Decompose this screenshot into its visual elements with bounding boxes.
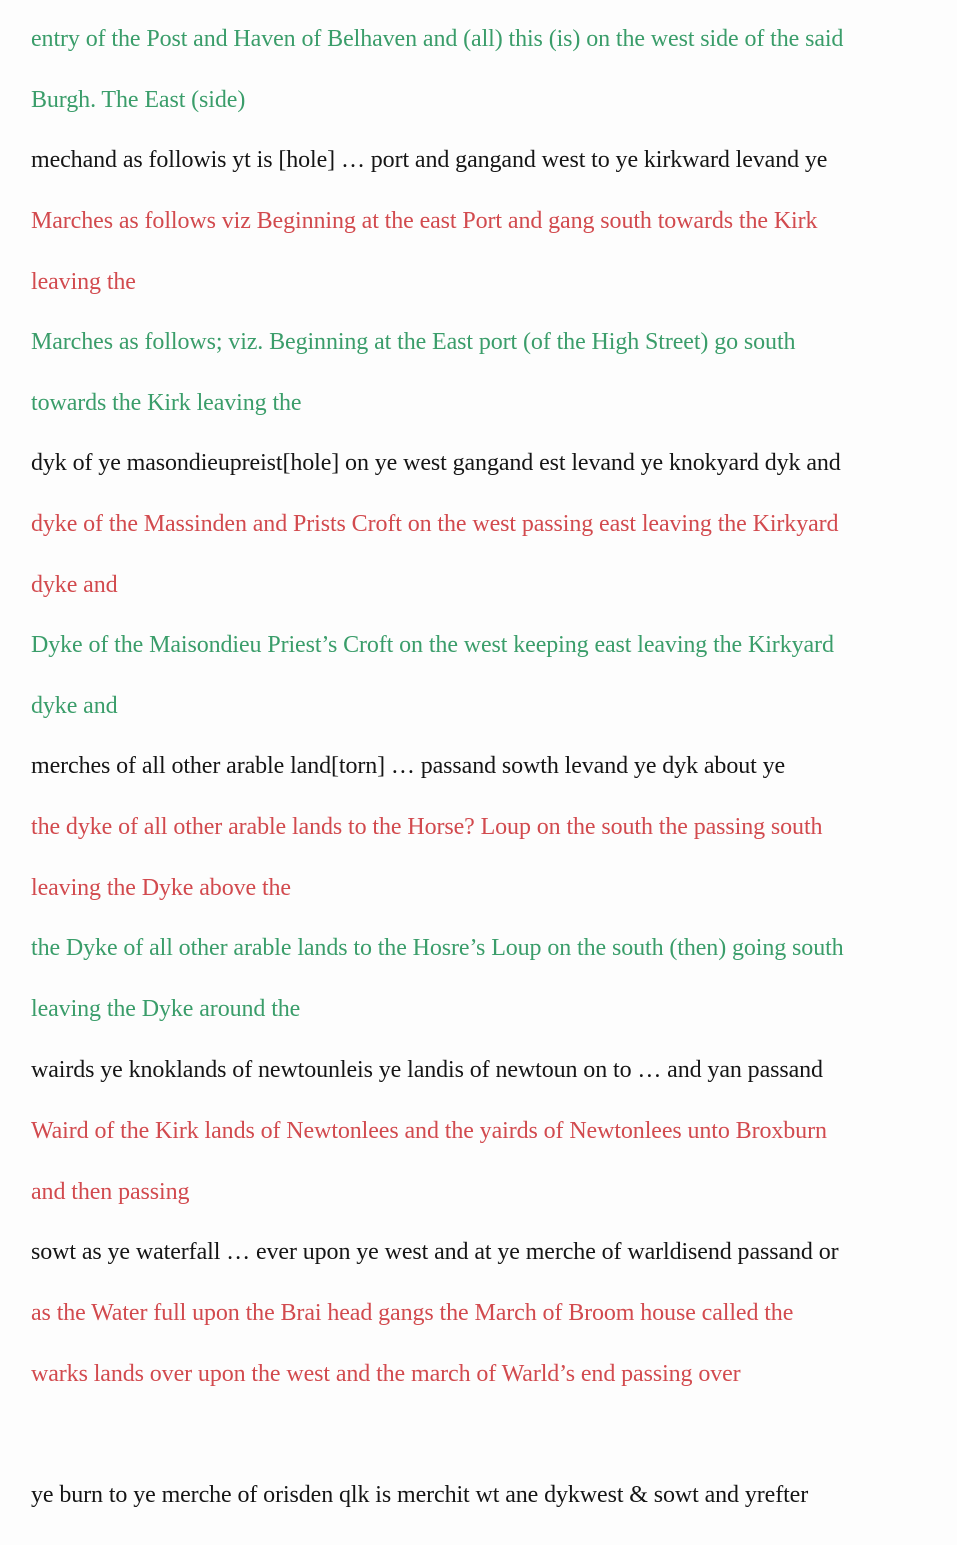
text-line: the dyke of all other arable lands to the Horse? Loup on the south the passing south — [31, 814, 823, 840]
text-line: Dyke of the Maisondieu Priest’s Croft on the west keeping east leaving the Kirkyard — [31, 632, 834, 658]
text-line: mechand as followis yt is [hole] … port and gangand west to ye kirkward levand ye — [31, 147, 828, 173]
text-line: as the Water full upon the Brai head gangs the March of Broom house called the — [31, 1300, 794, 1326]
text-line: entry of the Post and Haven of Belhaven and (all) this (is) on the west side of the said — [31, 26, 844, 52]
text-line: Burgh. The East (side) — [31, 87, 246, 113]
text-line: the Dyke of all other arable lands to the Hosre’s Loup on the south (then) going south — [31, 935, 844, 961]
text-line: Waird of the Kirk lands of Newtonlees and the yairds of Newtonlees unto Broxburn — [31, 1118, 827, 1144]
text-line: ye burn to ye merche of orisden qlk is merchit wt ane dykwest & sowt and yrefter — [31, 1482, 809, 1508]
text-line: leaving the — [31, 269, 136, 295]
text-line: merches of all other arable land[torn] … passand sowth levand ye dyk about ye — [31, 753, 786, 779]
text-line: warks lands over upon the west and the march of Warld’s end passing over — [31, 1361, 741, 1387]
text-line: leaving the Dyke around the — [31, 996, 301, 1022]
text-line: Marches as follows viz Beginning at the east Port and gang south towards the Kirk — [31, 208, 818, 234]
text-line: dyk of ye masondieupreist[hole] on ye west gangand est levand ye knokyard dyk and — [31, 450, 841, 476]
text-line: dyke of the Massinden and Prists Croft on the west passing east leaving the Kirkyard — [31, 511, 839, 537]
text-line: sowt as ye waterfall … ever upon ye west and at ye merche of warldisend passand or — [31, 1239, 839, 1265]
text-line: dyke and — [31, 693, 118, 719]
text-line: towards the Kirk leaving the — [31, 390, 302, 416]
text-line: leaving the Dyke above the — [31, 875, 291, 901]
text-line: and then passing — [31, 1179, 190, 1205]
text-line: dyke and — [31, 572, 118, 598]
text-line: Marches as follows; viz. Beginning at the East port (of the High Street) go south — [31, 329, 796, 355]
text-line: wairds ye knoklands of newtounleis ye landis of newtoun on to … and yan passand — [31, 1057, 823, 1083]
